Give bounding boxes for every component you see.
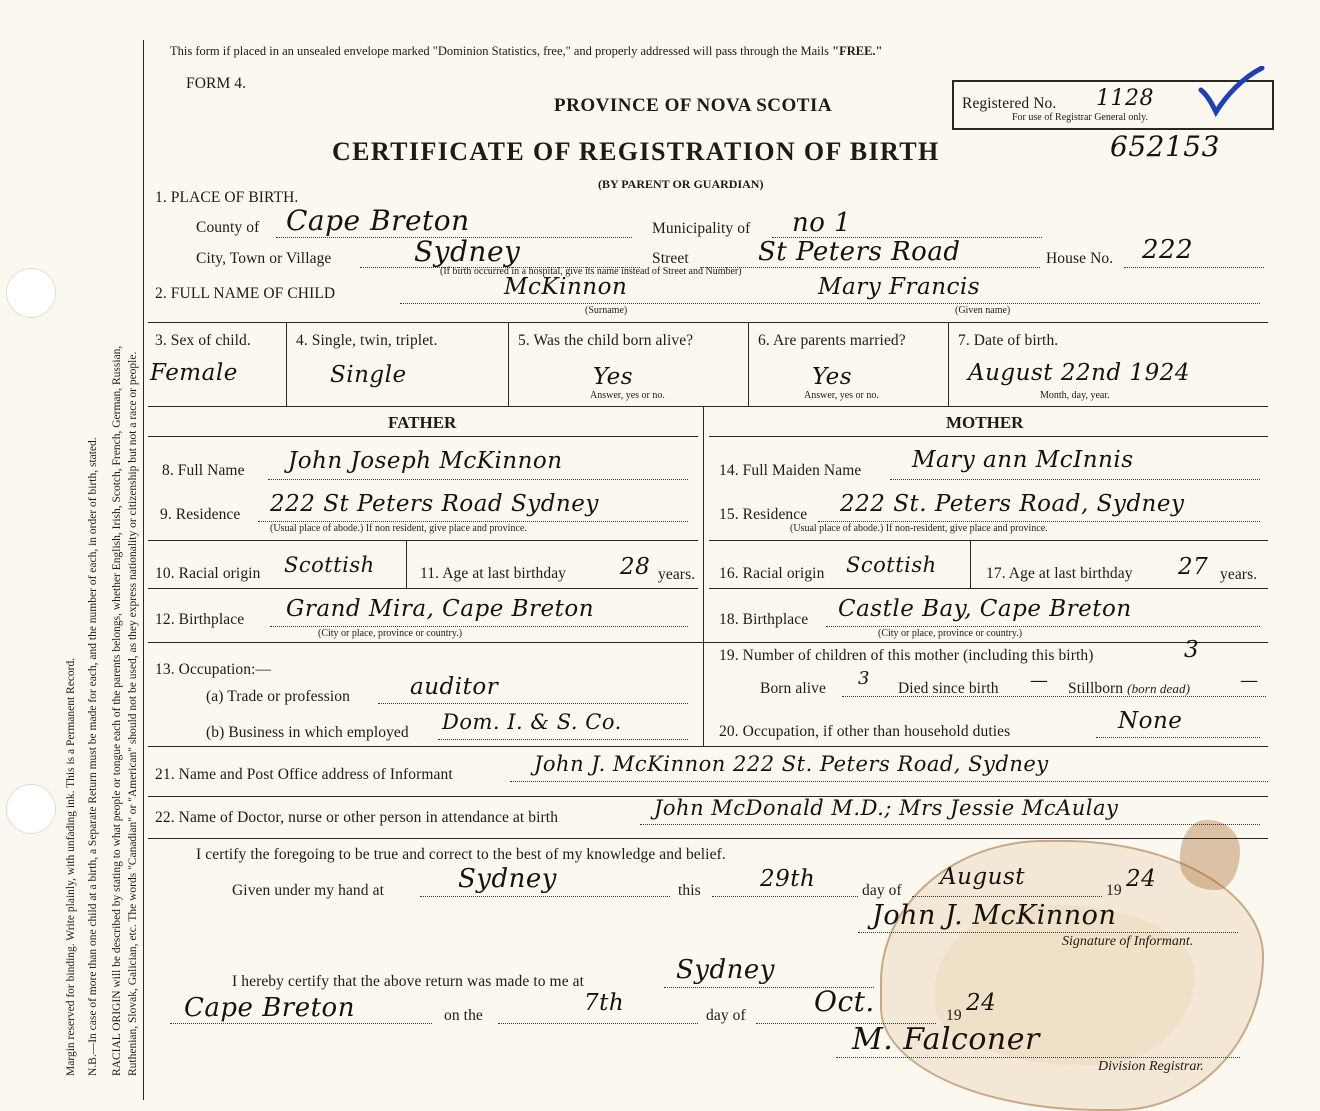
- mother-residence-value: 222 St. Peters Road, Sydney: [840, 491, 1185, 517]
- municipality-value: no 1: [792, 208, 852, 238]
- given-day-of-label: day of: [862, 882, 902, 899]
- row-3-7-top-rule: [148, 322, 1268, 323]
- father-trade-line: [378, 703, 688, 704]
- doctor-value: John McDonald M.D.; Mrs Jessie McAulay: [654, 796, 1119, 820]
- row-3-7-divider-2: [508, 322, 509, 406]
- plurality-value: Single: [330, 362, 407, 388]
- mother-racial-value: Scottish: [846, 553, 937, 577]
- mother-birthplace-label: 18. Birthplace: [719, 611, 809, 628]
- mother-age-years: years.: [1220, 566, 1258, 583]
- father-heading: FATHER: [388, 413, 457, 432]
- given-day-line: [712, 896, 858, 897]
- registered-number-value: 1128: [1096, 86, 1154, 111]
- given-place-value: Sydney: [458, 864, 557, 894]
- mother-heading: MOTHER: [946, 413, 1024, 432]
- mother-birthplace-value: Castle Bay, Cape Breton: [838, 596, 1132, 622]
- parents-married-label: 6. Are parents married?: [758, 332, 906, 349]
- father-business-value: Dom. I. & S. Co.: [442, 710, 622, 734]
- registrar-signature-caption: Division Registrar.: [1098, 1059, 1204, 1074]
- child-name-line: [400, 303, 1260, 304]
- row-3-7-divider-1: [286, 322, 287, 406]
- certificate-subtitle: (BY PARENT OR GUARDIAN): [598, 177, 764, 191]
- county-label: County of: [196, 219, 260, 236]
- given-year-value: 24: [1126, 866, 1157, 892]
- certificate-title: CERTIFICATE OF REGISTRATION OF BIRTH: [332, 137, 940, 166]
- father-birthplace-rule: [148, 642, 1268, 643]
- margin-note-binding: Margin reserved for binding. Write plainly, with unfading ink. This is a Permanent Record.: [65, 657, 77, 1076]
- mother-racial-divider: [970, 540, 971, 588]
- informant-signature: John J. McKinnon: [872, 900, 1117, 931]
- parents-married-answer: Yes: [812, 364, 853, 390]
- registrar-year-value: 24: [966, 990, 997, 1016]
- doctor-label: 22. Name of Doctor, nurse or other person in attendance at birth: [155, 809, 559, 826]
- children-count-label: 19. Number of children of this mother (including this birth): [719, 647, 1094, 664]
- registered-number-label: Registered No.: [962, 95, 1057, 112]
- mother-birthplace-line: [826, 626, 1260, 627]
- date-of-birth-value: August 22nd 1924: [968, 360, 1190, 386]
- mother-occupation-value: None: [1118, 708, 1183, 734]
- given-place-line: [420, 896, 670, 897]
- registrar-signature: M. Falconer: [852, 1022, 1040, 1057]
- place-of-birth-heading: 1. PLACE OF BIRTH.: [155, 189, 299, 206]
- informant-signature-line: [858, 932, 1238, 933]
- house-line: [1124, 267, 1264, 268]
- died-since-birth-label: Died since birth: [898, 680, 999, 697]
- house-value: 222: [1142, 235, 1194, 265]
- father-age-years: years.: [658, 566, 696, 583]
- father-racial-label: 10. Racial origin: [155, 565, 261, 582]
- sex-value: Female: [150, 360, 238, 386]
- born-alive-question-label: 5. Was the child born alive?: [518, 332, 694, 349]
- given-this-label: this: [678, 882, 701, 899]
- registrar-certification-statement: I hereby certify that the above return was made to me at: [232, 973, 585, 990]
- mail-notice: This form if placed in an unsealed envelope marked "Dominion Statistics, free," and properly addressed will pass through the Mails "FREE.": [170, 44, 883, 58]
- born-alive-answer: Yes: [593, 364, 634, 390]
- father-birthplace-value: Grand Mira, Cape Breton: [286, 596, 595, 622]
- informant-line: [510, 781, 1268, 782]
- father-name-label: 8. Full Name: [162, 462, 245, 479]
- date-of-birth-label: 7. Date of birth.: [958, 332, 1059, 349]
- registrar-day-value: 7th: [584, 990, 625, 1016]
- born-alive-line: [842, 696, 1266, 697]
- city-value: Sydney: [414, 235, 521, 268]
- mother-racial-label: 16. Racial origin: [719, 565, 825, 582]
- mother-occupation-label: 20. Occupation, if other than household duties: [719, 723, 1011, 740]
- registrar-note: For use of Registrar General only.: [1012, 112, 1148, 123]
- margin-note-racial-2: Ruthenian, Slovak, Galician, etc. The words "Canadian" or "American" should not be used, as they express nationality or citizenship but not a race or people.: [127, 351, 139, 1076]
- province-heading: PROVINCE OF NOVA SCOTIA: [554, 95, 833, 116]
- hospital-note: (If birth occurred in a hospital, give its name instead of Street and Number): [440, 266, 742, 277]
- row-3-7-divider-3: [748, 322, 749, 406]
- mother-age-label: 17. Age at last birthday: [986, 565, 1133, 582]
- stillborn-count: —: [1240, 670, 1259, 691]
- street-label: Street: [652, 250, 689, 267]
- given-year-prefix: 19: [1106, 882, 1122, 899]
- given-name-caption: (Given name): [955, 305, 1011, 316]
- father-occupation-heading: 13. Occupation:—: [155, 661, 272, 678]
- mother-name-label: 14. Full Maiden Name: [719, 462, 862, 479]
- registrar-signature-line: [836, 1057, 1240, 1058]
- given-month-line: [912, 896, 1102, 897]
- registrar-day-of-label: day of: [706, 1007, 746, 1024]
- date-of-birth-caption: Month, day, year.: [1040, 390, 1110, 401]
- father-age-value: 28: [620, 554, 651, 580]
- father-residence-rule: [148, 540, 698, 541]
- parent-heading-rule-left: [148, 436, 698, 437]
- registrar-county-value: Cape Breton: [184, 993, 355, 1023]
- stillborn-label: Stillborn (born dead): [1068, 680, 1190, 697]
- sex-label: 3. Sex of child.: [155, 332, 251, 349]
- father-residence-value: 222 St Peters Road Sydney: [270, 491, 599, 517]
- died-since-birth-count: —: [1030, 670, 1049, 691]
- informant-value: John J. McKinnon 222 St. Peters Road, Sydney: [534, 752, 1049, 776]
- county-value: Cape Breton: [286, 204, 470, 237]
- mother-residence-rule: [709, 540, 1268, 541]
- father-residence-label: 9. Residence: [160, 506, 241, 523]
- form-number: FORM 4.: [186, 75, 247, 92]
- registrar-place-value: Sydney: [676, 955, 775, 985]
- born-alive-count: 3: [858, 668, 870, 689]
- father-birthplace-label: 12. Birthplace: [155, 611, 245, 628]
- mother-residence-label: 15. Residence: [719, 506, 808, 523]
- father-name-value: John Joseph McKinnon: [288, 448, 563, 474]
- given-day-value: 29th: [760, 866, 816, 892]
- parents-center-divider: [703, 406, 704, 746]
- mother-residence-line: [818, 521, 1260, 522]
- mother-occupation-line: [1096, 737, 1260, 738]
- binding-hole-top: [6, 268, 56, 318]
- margin-border: [143, 40, 144, 1100]
- father-residence-line: [258, 521, 688, 522]
- father-birthplace-caption: (City or place, province or country.): [318, 628, 463, 639]
- parents-married-caption: Answer, yes or no.: [804, 390, 879, 401]
- father-business-label: (b) Business in which employed: [206, 724, 409, 741]
- informant-certification-statement: I certify the foregoing to be true and correct to the best of my knowledge and belief.: [196, 846, 726, 863]
- informant-top-rule: [148, 746, 1268, 747]
- father-trade-value: auditor: [410, 674, 499, 700]
- checkmark-icon: [1198, 66, 1268, 118]
- father-racial-value: Scottish: [284, 553, 375, 577]
- father-racial-divider: [406, 540, 407, 588]
- registrar-county-line: [170, 1023, 432, 1024]
- parent-heading-rule-right: [709, 436, 1268, 437]
- mother-abode-caption: (Usual place of abode.) If non-resident, give place and province.: [790, 523, 1048, 534]
- born-alive-label: Born alive: [760, 680, 826, 697]
- father-business-line: [438, 739, 688, 740]
- doctor-line: [640, 824, 1260, 825]
- parents-top-rule: [148, 406, 1268, 407]
- house-label: House No.: [1046, 250, 1114, 267]
- registrar-month-value: Oct.: [814, 985, 875, 1018]
- doctor-bottom-rule: [148, 838, 1268, 839]
- registrar-on-the-label: on the: [444, 1007, 483, 1024]
- surname-caption: (Surname): [585, 305, 628, 316]
- father-birthplace-line: [270, 626, 688, 627]
- municipality-label: Municipality of: [652, 220, 751, 237]
- handwritten-reference-number: 652153: [1110, 130, 1220, 163]
- child-surname: McKinnon: [504, 274, 628, 300]
- mother-age-value: 27: [1178, 554, 1209, 580]
- born-alive-caption: Answer, yes or no.: [590, 390, 665, 401]
- mother-birthplace-caption: (City or place, province or country.): [878, 628, 1023, 639]
- given-under-hand-label: Given under my hand at: [232, 882, 384, 899]
- mother-name-line: [890, 479, 1260, 480]
- street-value: St Peters Road: [758, 237, 961, 267]
- informant-signature-caption: Signature of Informant.: [1062, 934, 1194, 949]
- margin-note-racial-1: RACIAL ORIGIN will be described by stating to what people or tongue each of the parents belongs, whether English, Irish, Scotch, French, German, Russian,: [111, 345, 123, 1076]
- informant-label: 21. Name and Post Office address of Informant: [155, 766, 453, 783]
- registrar-year-prefix: 19: [946, 1007, 962, 1024]
- mother-racial-rule: [709, 588, 1268, 589]
- city-label: City, Town or Village: [196, 250, 332, 267]
- father-name-line: [268, 479, 688, 480]
- child-name-label: 2. FULL NAME OF CHILD: [155, 285, 336, 302]
- row-3-7-divider-4: [948, 322, 949, 406]
- mother-name-value: Mary ann McInnis: [912, 447, 1134, 473]
- father-age-label: 11. Age at last birthday: [420, 565, 567, 582]
- registrar-day-line: [498, 1023, 698, 1024]
- father-racial-rule: [148, 588, 698, 589]
- children-count-value: 3: [1184, 637, 1200, 663]
- father-trade-label: (a) Trade or profession: [206, 688, 350, 705]
- margin-note-nb: N.B.—In case of more than one child at a birth, a Separate Return must be made for each, and the number of each, in order of birth, stated.: [87, 437, 99, 1076]
- child-given-name: Mary Francis: [818, 274, 981, 300]
- plurality-label: 4. Single, twin, triplet.: [296, 332, 438, 349]
- binding-hole-bottom: [6, 784, 56, 834]
- father-abode-caption: (Usual place of abode.) If non resident, give place and province.: [270, 523, 527, 534]
- street-line: [700, 267, 1040, 268]
- given-month-value: August: [940, 864, 1026, 890]
